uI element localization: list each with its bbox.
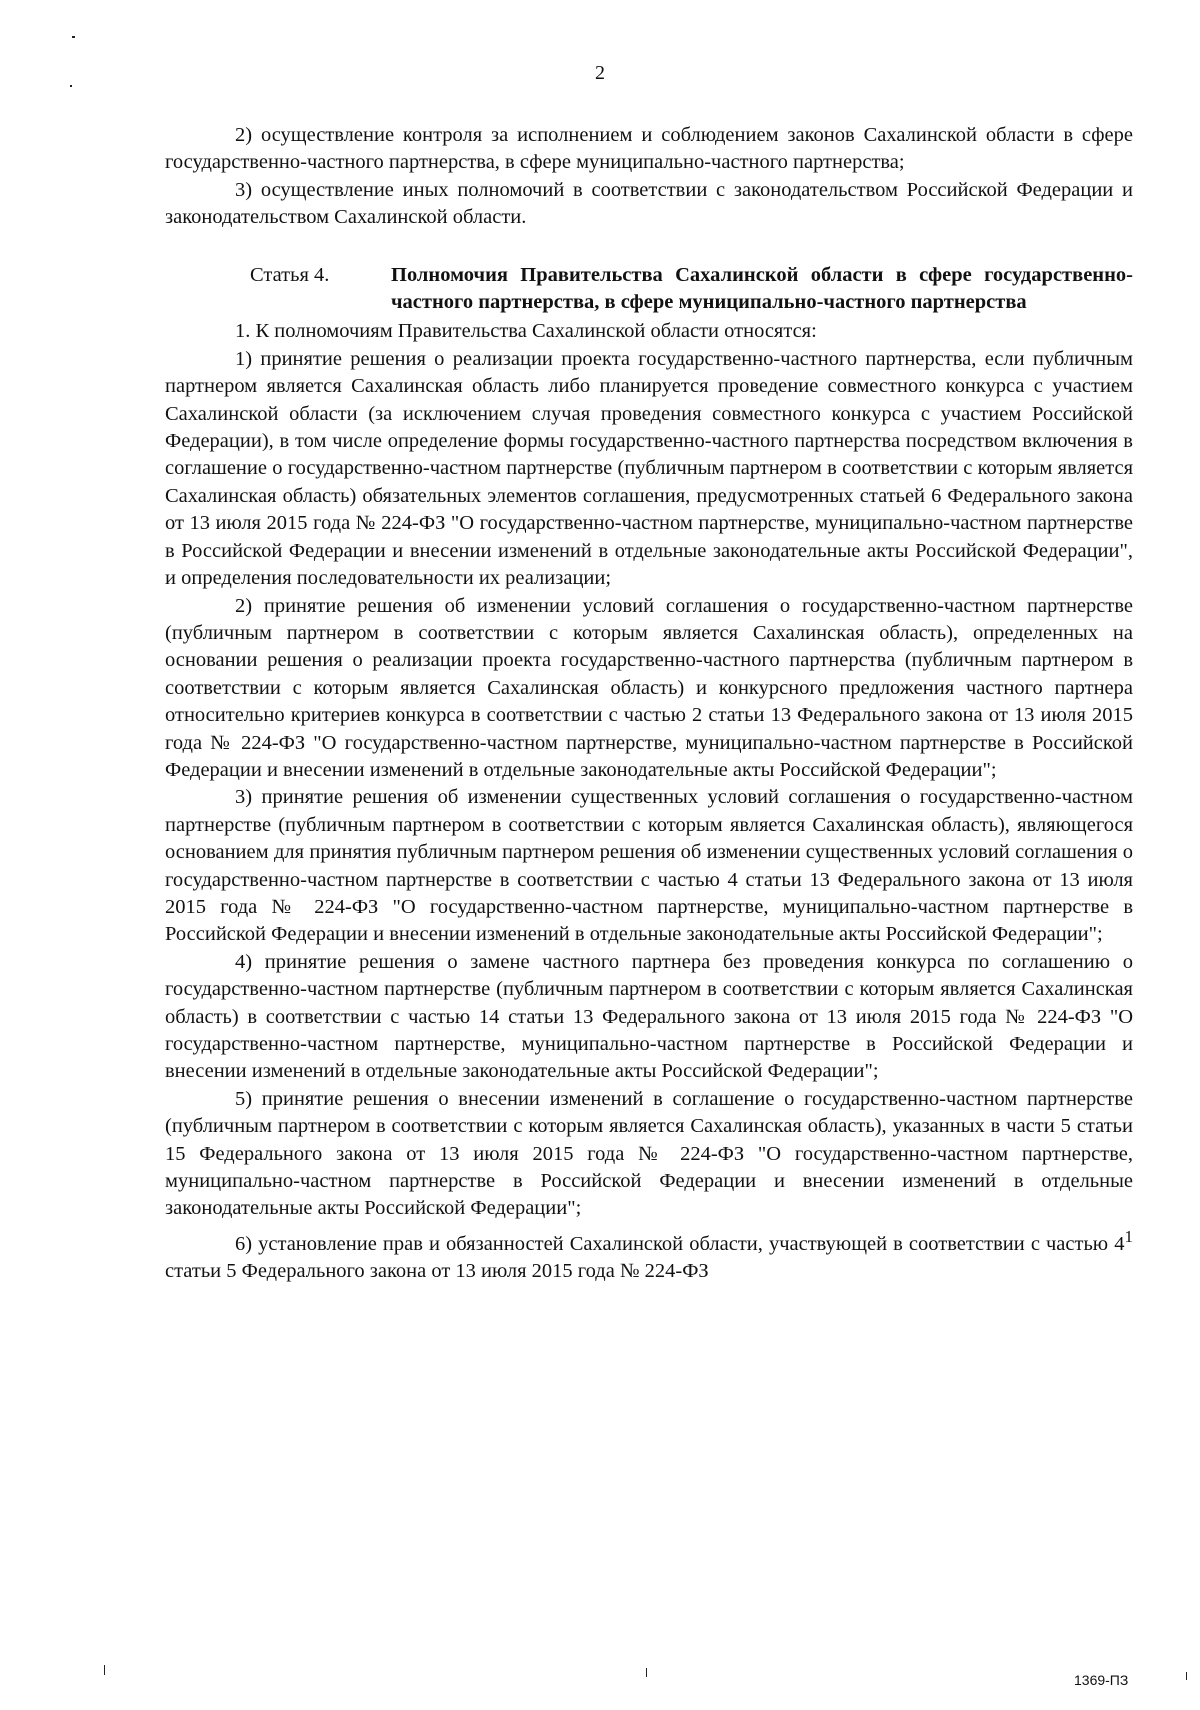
section-gap <box>165 232 1133 262</box>
paragraph-sub-6-start: 6) установление прав и обязанностей Сахалинской области, участвующей в соответствии с частью 4 <box>235 1232 1125 1255</box>
paragraph-part-1: 1. К полномочиям Правительства Сахалинской области относятся: <box>235 320 817 343</box>
scan-mark-bottom-right <box>1186 1672 1187 1680</box>
document-body <box>165 122 1133 1285</box>
scan-mark-bottom-left <box>104 1665 105 1675</box>
page-number: 2 <box>595 62 605 84</box>
paragraph-sub-4: 4) принятие решения о замене частного партнера без проведения конкурса по соглашению о государственно-частном партнерстве (публичным партнером в соответствии с которым является Сахалинская область) в соответствии с частью 14 статьи 13 Федерального закона от 13 июля 2015 года № 224-ФЗ "О государственно-частном партнерстве, муниципально-частном партнерстве в Российской Федерации и внесении изменений в отдельные законодательные акты Российской Федерации"; <box>165 950 1133 1083</box>
paragraph-item-2: 2) осуществление контроля за исполнением и соблюдением законов Сахалинской области в сфере государственно-частного партнерства, в сфере муниципально-частного партнерства; <box>165 124 1133 174</box>
paragraph-sub-6-end: статьи 5 Федерального закона от 13 июля 2015 года № 224-ФЗ <box>165 1260 709 1283</box>
paragraph-item-3: 3) осуществление иных полномочий в соответствии с законодательством Российской Федерации и законодательством Сахалинской области. <box>165 178 1133 229</box>
scan-mark-left <box>70 85 72 87</box>
scan-mark-top-left <box>72 36 75 38</box>
paragraph-sub-2: 2) принятие решения об изменении условий соглашения о государственно-частном партнерстве (публичным партнером в соответствии с которым является Сахалинская область), определенных на основании решения о реализации проекта государственно-частного партнерства (публичным партнером в соответствии с которым является Сахалинская область) и конкурсного предложения частного партнера относительно критериев конкурса в соответствии с частью 2 статьи 13 Федерального закона от 13 июля 2015 года № 224-ФЗ "О государственно-частном партнерстве, муниципально-частном партнерстве в Российской Федерации и внесении изменений в отдельные законодательные акты Российской Федерации"; <box>165 594 1133 781</box>
article-heading <box>165 262 1133 317</box>
paragraph-sub-6 <box>165 1223 1133 1286</box>
scan-mark-bottom-center <box>646 1668 647 1677</box>
article-label: Статья 4. <box>250 263 330 286</box>
superscript-1: 1 <box>1124 1226 1133 1246</box>
document-code: 1369-ПЗ <box>1074 1672 1129 1688</box>
paragraph-sub-5: 5) принятие решения о внесении изменений в соглашение о государственно-частном партнерстве (публичным партнером в соответствии с которым является Сахалинская область), указанных в части 5 статьи 15 Федерального закона от 13 июля 2015 года № 224-ФЗ "О государственно-частном партнерстве, муниципально-частном партнерстве в Российской Федерации и внесении изменений в отдельные законодательные акты Российской Федерации"; <box>165 1087 1133 1220</box>
article-title: Полномочия Правительства Сахалинской области в сфере государственно-частного партнерства, в сфере муниципально-частного партнерства <box>391 263 1133 314</box>
paragraph-sub-3: 3) принятие решения об изменении существенных условий соглашения о государственно-частном партнерстве (публичным партнером в соответствии с которым является Сахалинская область), являющегося основанием для принятия публичным партнером решения об изменении существенных условий соглашения о государственно-частном партнерстве в соответствии с частью 4 статьи 13 Федерального закона от 13 июля 2015 года № 224-ФЗ "О государственно-частном партнерстве, муниципально-частном партнерстве в Российской Федерации и внесении изменений в отдельные законодательные акты Российской Федерации"; <box>165 786 1133 946</box>
paragraph-sub-1: 1) принятие решения о реализации проекта государственно-частного партнерства, если публичным партнером является Сахалинская область либо планируется проведение совместного конкурса с участием Сахалинской области (за исключением случая проведения совместного конкурса с участием Российской Федерации), в том числе определение формы государственно-частного партнерства посредством включения в соглашение о государственно-частном партнерстве (публичным партнером в соответствии с которым является Сахалинская область) обязательных элементов соглашения, предусмотренных статьей 6 Федерального закона от 13 июля 2015 года № 224-ФЗ "О государственно-частном партнерстве, муниципально-частном партнерстве в Российской Федерации и внесении изменений в отдельные законодательные акты Российской Федерации", и определения последовательности их реализации; <box>165 347 1133 590</box>
